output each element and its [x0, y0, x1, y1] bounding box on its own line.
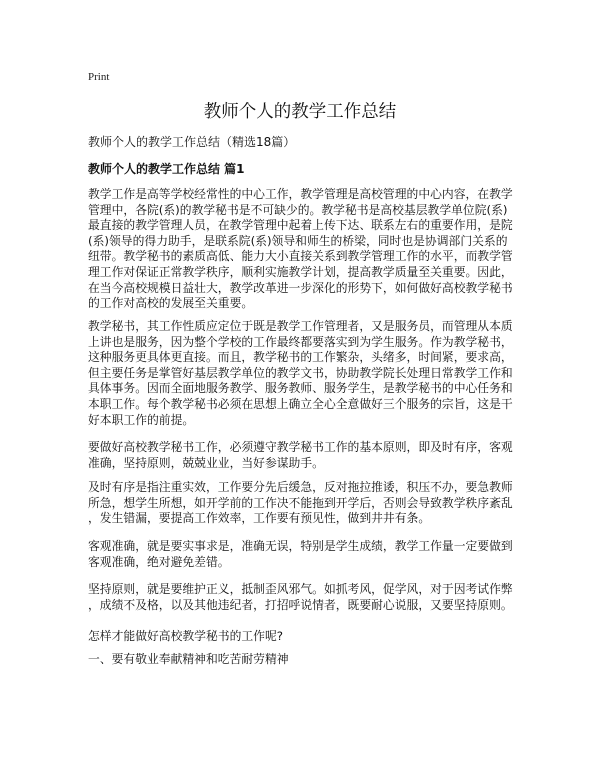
- paragraph-line: 纽带。教学秘书的素质高低、能力大小直接关系到教学管理工作的水平，而教学管: [88, 249, 513, 264]
- paragraph-line: 好本职工作的前提。: [88, 412, 195, 427]
- paragraph-line: 理工作对保证正常教学秩序，顺利实施教学计划，提高教学质量至关重要。因此，: [88, 264, 513, 279]
- paragraph-line: 要做好高校教学秘书工作，必须遵守教学秘书工作的基本原则，即及时有序，客观: [88, 440, 513, 454]
- document-title: 教师个人的教学工作总结: [203, 102, 397, 122]
- paragraph-line: 最直接的教学管理人员，在教学管理中起着上传下达、联系左右的重要作用，是院: [88, 218, 513, 233]
- paragraph-line: (系)领导的得力助手，是联系院(系)领导和师生的桥梁，同时也是协调部门关系的: [88, 233, 508, 248]
- paragraph-line: 及时有序是指注重实效，工作要分先后缓急，反对拖拉推诿，积压不办，要急教师: [88, 480, 513, 494]
- paragraph-line: 教学工作是高等学校经常性的中心工作，教学管理是高校管理的中心内容，在教学: [88, 187, 513, 201]
- paragraph-line: 客观准确，就是要实事求是，准确无误，特别是学生成绩，教学工作量一定要做到: [88, 539, 513, 553]
- paragraph-line: 具体事务。因而全面地服务教学、服务教师、服务学生，是教学秘书的中心任务和: [88, 381, 513, 396]
- paragraph-line: ，发生错漏，要提高工作效率，工作要有预见性，做到井井有条。: [88, 511, 431, 526]
- paragraph: [88, 440, 513, 471]
- subheading: 一、要有敬业奉献精神和吃苦耐劳精神: [88, 652, 289, 666]
- paragraph: [88, 187, 513, 312]
- paragraph-line: 本职工作。每个教学秘书必须在思想上确立全心全意做好三个服务的宗旨，这是干: [88, 396, 513, 411]
- paragraph-line: 这种服务更具体更直接。而且，教学秘书的工作繁杂，头绪多，时间紧，要求高，: [88, 350, 513, 365]
- paragraph: [88, 480, 513, 527]
- paragraph-line: 上讲也是服务，因为整个学校的工作最终都要落实到为学生服务。作为教学秘书，: [88, 334, 513, 349]
- paragraph: [88, 319, 513, 428]
- document-subtitle: 教师个人的教学工作总结（精选18篇）: [88, 135, 296, 149]
- question-text: 怎样才能做好高校教学秘书的工作呢?: [88, 629, 284, 643]
- paragraph-line: 所急，想学生所想，如开学前的工作决不能拖到开学后，否则会导致教学秩序紊乱: [88, 495, 513, 510]
- paragraph: [88, 539, 513, 570]
- paragraph-line: 在当今高校规模日益壮大，教学改革进一步深化的形势下，如何做好高校教学秘书: [88, 280, 513, 295]
- paragraph-line: 坚持原则，就是要维护正义，抵制歪风邪气。如抓考风，促学风，对于因考试作弊: [88, 582, 513, 596]
- paragraph-line: 客观准确，绝对避免差错。: [88, 554, 230, 569]
- paragraph-line: 但主要任务是掌管好基层教学单位的教学文书，协助教学院长处理日常教学工作和: [88, 365, 513, 380]
- paragraph-line: 的工作对高校的发展至关重要。: [88, 296, 254, 311]
- paragraph: [88, 582, 513, 613]
- paragraph-line: 准确，坚持原则，兢兢业业，当好参谋助手。: [88, 455, 324, 470]
- print-link[interactable]: Print: [88, 71, 110, 83]
- paragraph-line: 管理中，各院(系)的教学秘书是不可缺少的。教学秘书是高校基层教学单位院(系): [88, 202, 508, 217]
- section-heading: 教师个人的教学工作总结 篇1: [88, 162, 245, 176]
- paragraph-line: 教学秘书，其工作性质应定位于既是教学工作管理者，又是服务员，而管理从本质: [88, 319, 513, 333]
- paragraph-line: ，成绩不及格，以及其他违纪者，打招呼说情者，既要耐心说服，又要坚持原则。: [88, 597, 513, 612]
